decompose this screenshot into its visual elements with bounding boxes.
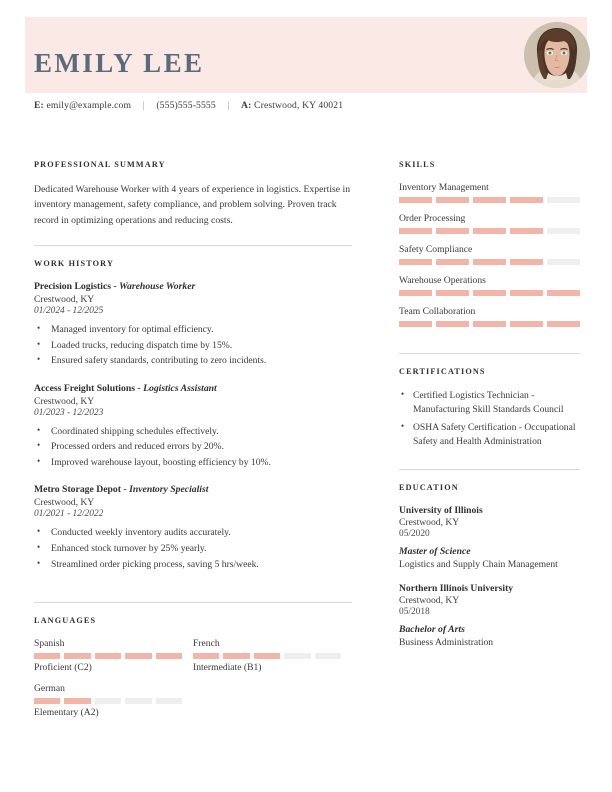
section-divider-work-history: [34, 245, 352, 246]
skill-item: [399, 244, 580, 265]
contact-separator-1: |: [142, 100, 145, 111]
skill-name: Warehouse Operations: [399, 275, 486, 286]
bar-segment: [510, 321, 543, 327]
section-heading-skills: SKILLS: [399, 160, 436, 169]
language-item: [34, 638, 193, 673]
spacer: [34, 586, 352, 602]
bar-segment: [436, 259, 469, 265]
page-title: EMILY LEE: [34, 48, 205, 78]
education-degree: Bachelor of Arts: [399, 624, 465, 636]
skill-name: Safety Compliance: [399, 244, 473, 255]
language-proficiency: Elementary (A2): [34, 707, 99, 719]
job-dates: 01/2024 - 12/2025: [34, 305, 104, 316]
address-value: Crestwood, KY 40021: [254, 100, 344, 111]
spacer: [399, 453, 580, 469]
language-level-bar: [34, 698, 182, 704]
work-history-entry: [34, 281, 352, 369]
bar-segment: [223, 653, 249, 659]
skill-level-bar: [399, 321, 580, 327]
certification-item: • OSHA Safety Certification - Occupational Safety and Health Administration: [399, 421, 580, 450]
job-separator: -: [113, 280, 117, 292]
education-school: University of Illinois: [399, 504, 483, 516]
job-bullet-list: [34, 323, 352, 369]
section-heading-education: EDUCATION: [399, 482, 459, 492]
bar-segment: [125, 698, 151, 704]
email-value[interactable]: emily@example.com: [46, 100, 132, 111]
bar-segment: [547, 228, 580, 234]
job-separator: -: [123, 484, 127, 496]
phone-value[interactable]: (555)555-5555: [156, 100, 216, 111]
section-divider-certifications: [399, 353, 580, 354]
job-bullet: • Streamlined order picking process, saving 5 hrs/week.: [34, 558, 352, 573]
bar-segment: [510, 197, 543, 203]
job-title-line: [34, 281, 352, 292]
job-bullet: • Enhanced stock turnover by 25% yearly.: [34, 542, 352, 557]
skill-item: [399, 213, 580, 234]
avatar: [524, 22, 590, 88]
work-history-entry: [34, 484, 352, 572]
education-entry: [399, 583, 580, 650]
skill-name: Inventory Management: [399, 182, 489, 193]
job-bullet: • Loaded trucks, reducing dispatch time by 15%.: [34, 339, 352, 354]
job-title-line: [34, 484, 352, 495]
section-certifications: [399, 353, 580, 450]
bar-segment: [254, 653, 280, 659]
skill-item: [399, 275, 580, 296]
bar-segment: [436, 228, 469, 234]
job-role: Warehouse Worker: [119, 280, 196, 292]
education-location: Crestwood, KY: [399, 595, 460, 607]
skill-level-bar: [399, 197, 580, 203]
certification-list: [399, 389, 580, 450]
section-heading-professional-summary: PROFESSIONAL SUMMARY: [34, 160, 166, 169]
certification-item: • Certified Logistics Technician - Manufacturing Skill Standards Council: [399, 389, 580, 418]
education-field: Business Administration: [399, 637, 494, 649]
section-education: [399, 469, 580, 651]
bar-segment: [156, 698, 182, 704]
right-column: [399, 160, 580, 662]
job-bullet: • Managed inventory for optimal efficiency.: [34, 323, 352, 338]
education-date: 05/2018: [399, 607, 430, 618]
job-dates: 01/2021 - 12/2022: [34, 509, 104, 520]
job-company: Access Freight Solutions: [34, 382, 135, 394]
bar-segment: [510, 228, 543, 234]
job-company: Metro Storage Depot: [34, 484, 121, 496]
job-bullet-list: [34, 425, 352, 471]
work-history-entry: [34, 383, 352, 471]
job-bullet: • Improved warehouse layout, boosting efficiency by 10%.: [34, 456, 352, 471]
language-proficiency: Intermediate (B1): [193, 662, 262, 674]
section-professional-summary: [34, 160, 352, 228]
bar-segment: [399, 197, 432, 203]
bar-segment: [399, 321, 432, 327]
bar-segment: [473, 290, 506, 296]
skill-level-bar: [399, 259, 580, 265]
skill-name: Team Collaboration: [399, 306, 476, 317]
professional-summary-text: Dedicated Warehouse Worker with 4 years of experience in logistics. Expertise in inventory management, safety compliance, and problem solving. Proven track record in optimizing operations and reducing costs.: [34, 184, 351, 226]
portrait-photo-icon: [524, 22, 590, 88]
language-name: German: [34, 683, 65, 695]
contact-separator-2: |: [227, 100, 230, 111]
job-role: Inventory Specialist: [129, 484, 209, 496]
job-bullet-list: [34, 526, 352, 572]
job-separator: -: [137, 382, 141, 394]
bar-segment: [64, 653, 90, 659]
bar-segment: [473, 321, 506, 327]
bar-segment: [125, 653, 151, 659]
bar-segment: [436, 290, 469, 296]
address-label: A:: [241, 100, 252, 111]
education-school: Northern Illinois University: [399, 583, 514, 595]
bar-segment: [64, 698, 90, 704]
language-level-bar: [34, 653, 182, 659]
bar-segment: [547, 290, 580, 296]
bar-segment: [473, 228, 506, 234]
bar-segment: [473, 259, 506, 265]
job-bullet: • Coordinated shipping schedules effectively.: [34, 425, 352, 440]
bar-segment: [547, 197, 580, 203]
bar-segment: [95, 698, 121, 704]
section-languages: [34, 602, 352, 728]
skill-item: [399, 182, 580, 203]
job-role: Logistics Assistant: [143, 382, 217, 394]
bar-segment: [510, 259, 543, 265]
skill-level-bar: [399, 290, 580, 296]
education-entry: [399, 505, 580, 572]
bar-segment: [436, 321, 469, 327]
bar-segment: [547, 259, 580, 265]
spacer: [399, 337, 580, 353]
job-bullet: • Conducted weekly inventory audits accurately.: [34, 526, 352, 541]
language-name: Spanish: [34, 638, 65, 650]
bar-segment: [284, 653, 310, 659]
job-location: Crestwood, KY: [34, 293, 95, 305]
language-item: [193, 638, 352, 673]
language-level-bar: [193, 653, 341, 659]
section-heading-languages: LANGUAGES: [34, 616, 97, 626]
section-skills: [399, 160, 580, 327]
job-bullet: • Processed orders and reduced errors by 20%.: [34, 440, 352, 455]
bar-segment: [399, 290, 432, 296]
job-location: Crestwood, KY: [34, 497, 95, 509]
job-dates: 01/2023 - 12/2023: [34, 407, 104, 418]
left-column: [34, 160, 352, 728]
skill-level-bar: [399, 228, 580, 234]
bar-segment: [510, 290, 543, 296]
language-item: [34, 683, 193, 718]
education-field: Logistics and Supply Chain Management: [399, 558, 558, 570]
job-bullet: • Ensured safety standards, contributing to zero incidents.: [34, 354, 352, 369]
education-location: Crestwood, KY: [399, 516, 460, 528]
bar-segment: [436, 197, 469, 203]
job-company: Precision Logistics: [34, 280, 112, 292]
bar-segment: [399, 259, 432, 265]
bar-segment: [156, 653, 182, 659]
job-location: Crestwood, KY: [34, 395, 95, 407]
email-label: E:: [34, 100, 44, 111]
language-name: French: [193, 638, 220, 650]
section-work-history: [34, 245, 352, 572]
bar-segment: [95, 653, 121, 659]
contact-line: [34, 100, 343, 111]
job-title-line: [34, 383, 352, 394]
education-date: 05/2020: [399, 528, 430, 539]
bar-segment: [315, 653, 341, 659]
bar-segment: [34, 653, 60, 659]
bar-segment: [399, 228, 432, 234]
bar-segment: [34, 698, 60, 704]
skill-item: [399, 306, 580, 327]
languages-grid: [34, 638, 352, 728]
bar-segment: [193, 653, 219, 659]
section-divider-languages: [34, 602, 352, 603]
education-degree: Master of Science: [399, 545, 471, 557]
bar-segment: [473, 197, 506, 203]
bar-segment: [547, 321, 580, 327]
section-heading-work-history: WORK HISTORY: [34, 258, 115, 268]
skill-name: Order Processing: [399, 213, 466, 224]
language-proficiency: Proficient (C2): [34, 662, 92, 674]
section-heading-certifications: CERTIFICATIONS: [399, 367, 486, 376]
section-divider-education: [399, 469, 580, 470]
